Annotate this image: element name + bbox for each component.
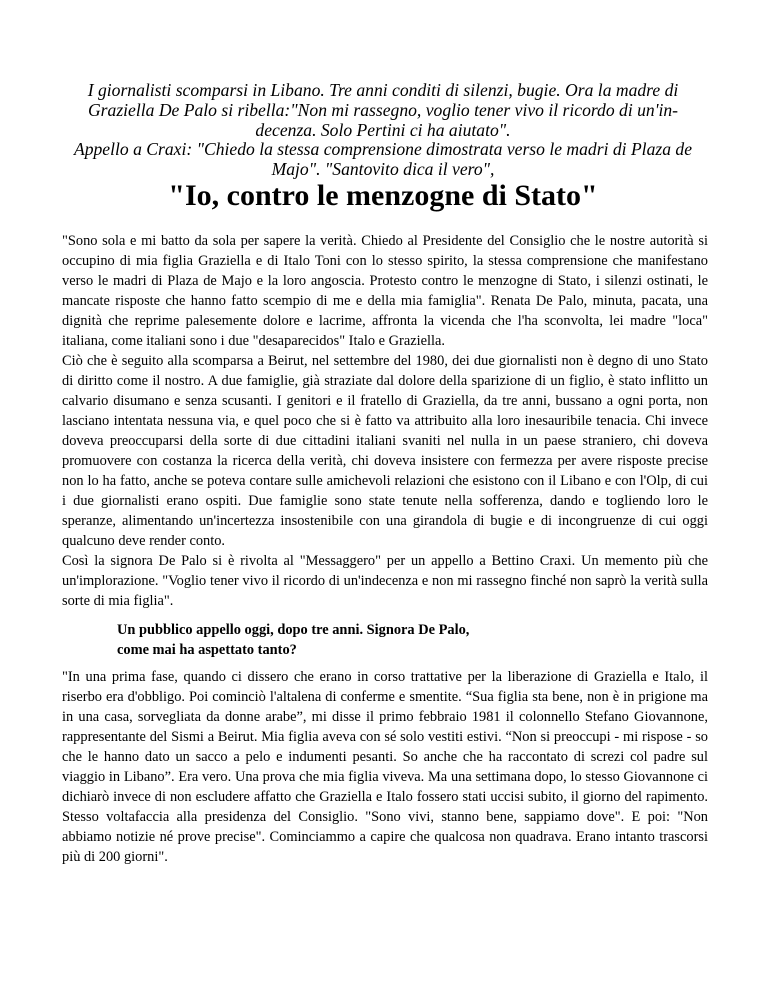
body-paragraph-1: "Sono sola e mi batto da sola per sapere la verità. Chiedo al Presidente del Consiglio che le nostre autorità si occupino di mia figlia Graziella e di Italo Toni con lo stesso spirito, la stessa comprensione che manifestano verso le madri di Plaza de Majo e la loro angoscia. Protesto contro le menzogne di Stato, i silenzi ostinati, le mancate risposte che hanno fatto scempio di me e della mia famiglia". Renata De Palo, minuta, pacata, una dignità che reprime palesemente dolore e lacrime, affronta la vicenda che l'ha sconvolta, lei madre "loca" italiana, come italiani sono i due "desaparecidos" Italo e Graziella. — [62, 233, 708, 349]
subheading-line-2: Appello a Craxi: "Chiedo la stessa comprensione dimostrata verso le madri di Plaza de Majo". "Santovito dica il vero", — [73, 139, 693, 180]
article-body — [62, 231, 708, 611]
body-paragraph-2: Ciò che è seguito alla scomparsa a Beirut, nel settembre del 1980, dei due giornalisti non è degno di uno Stato di diritto come il nostro. A due famiglie, già straziate dal dolore della sparizione di un figlio, è stato inflitto un calvario disumano e senza scusanti. I genitori e il fratello di Graziella, da tre anni, bussano a ogni porta, non lasciano intentata nessuna via, e quel poco che si è fatto va attribuito alla loro inesauribile tenacia. Chi invece doveva preoccuparsi della sorte di due cittadini italiani svaniti nel nulla in un paese straniero, chi doveva promuovere con costanza la ricerca della verità, chi doveva insistere con fermezza per avere risposte precise non lo ha fatto, anche se poteva contare sulle amichevoli relazioni che esistono con il Libano e con l'Olp, di cui i due giornalisti erano ospiti. Due famiglie sono state tenute nella sofferenza, dando e togliendo loro le speranze, alimentando un'incertezza insostenibile con una girandola di bugie e di incongruenze di cui oggi qualcuno deve render conto. — [62, 353, 708, 549]
article-subheading — [62, 81, 704, 180]
body-paragraph-3: Così la signora De Palo si è rivolta al "Messaggero" per un appello a Bettino Craxi. Un memento più che un'implorazione. "Voglio tener vivo il ricordo di un'indecenza e non mi rassegno finché non saprò la verità sulla sorte di mia figlia". — [62, 553, 708, 609]
interview-answer: "In una prima fase, quando ci dissero che erano in corso trattative per la liberazione di Graziella e Italo, il riserbo era d'obbligo. Poi cominciò l'altalena di conferme e smentite. “Sua figlia sta bene, non è in prigione ma in una casa, sorvegliata da donne arabe”, mi disse il primo febbraio 1981 il colonnello Stefano Giovannone, rappresentante del Sismi a Beirut. Mia figlia aveva con sé solo vestiti estivi. “Non si preoccupi - mi rispose - so che le hanno dato un sacco a pelo e indumenti pesanti. So anche che ha raccontato di screzi col padre sul viaggio in Libano”. Era vero. Una prova che mia figlia viveva. Ma una settimana dopo, lo stesso Giovannone ci dichiarò invece di non escludere affatto che Graziella e Italo fossero stati uccisi subito, il giorno del rapimento. Stesso voltafaccia alla presidenza del Consiglio. "Sono vivi, stanno bene, sappiamo dove". E poi: "Non abbiamo notizie né prove precise". Cominciammo a capire che qualcosa non quadrava. Erano intanto trascorsi più di 200 giorni". — [62, 669, 708, 865]
interview-question: Un pubblico appello oggi, dopo tre anni. Signora De Palo, come mai ha aspettato tanto? — [117, 622, 470, 658]
subheading-line-1: I giornalisti scomparsi in Libano. Tre anni conditi di silenzi, bugie. Ora la madre di Graziella De Palo si ribella:"Non mi rassegno, voglio tener vivo il ricordo di un'indecenza. Solo Pertini ci ha aiutato". — [87, 80, 679, 140]
article-headline: "Io, contro le menzogne di Stato" — [168, 179, 598, 212]
